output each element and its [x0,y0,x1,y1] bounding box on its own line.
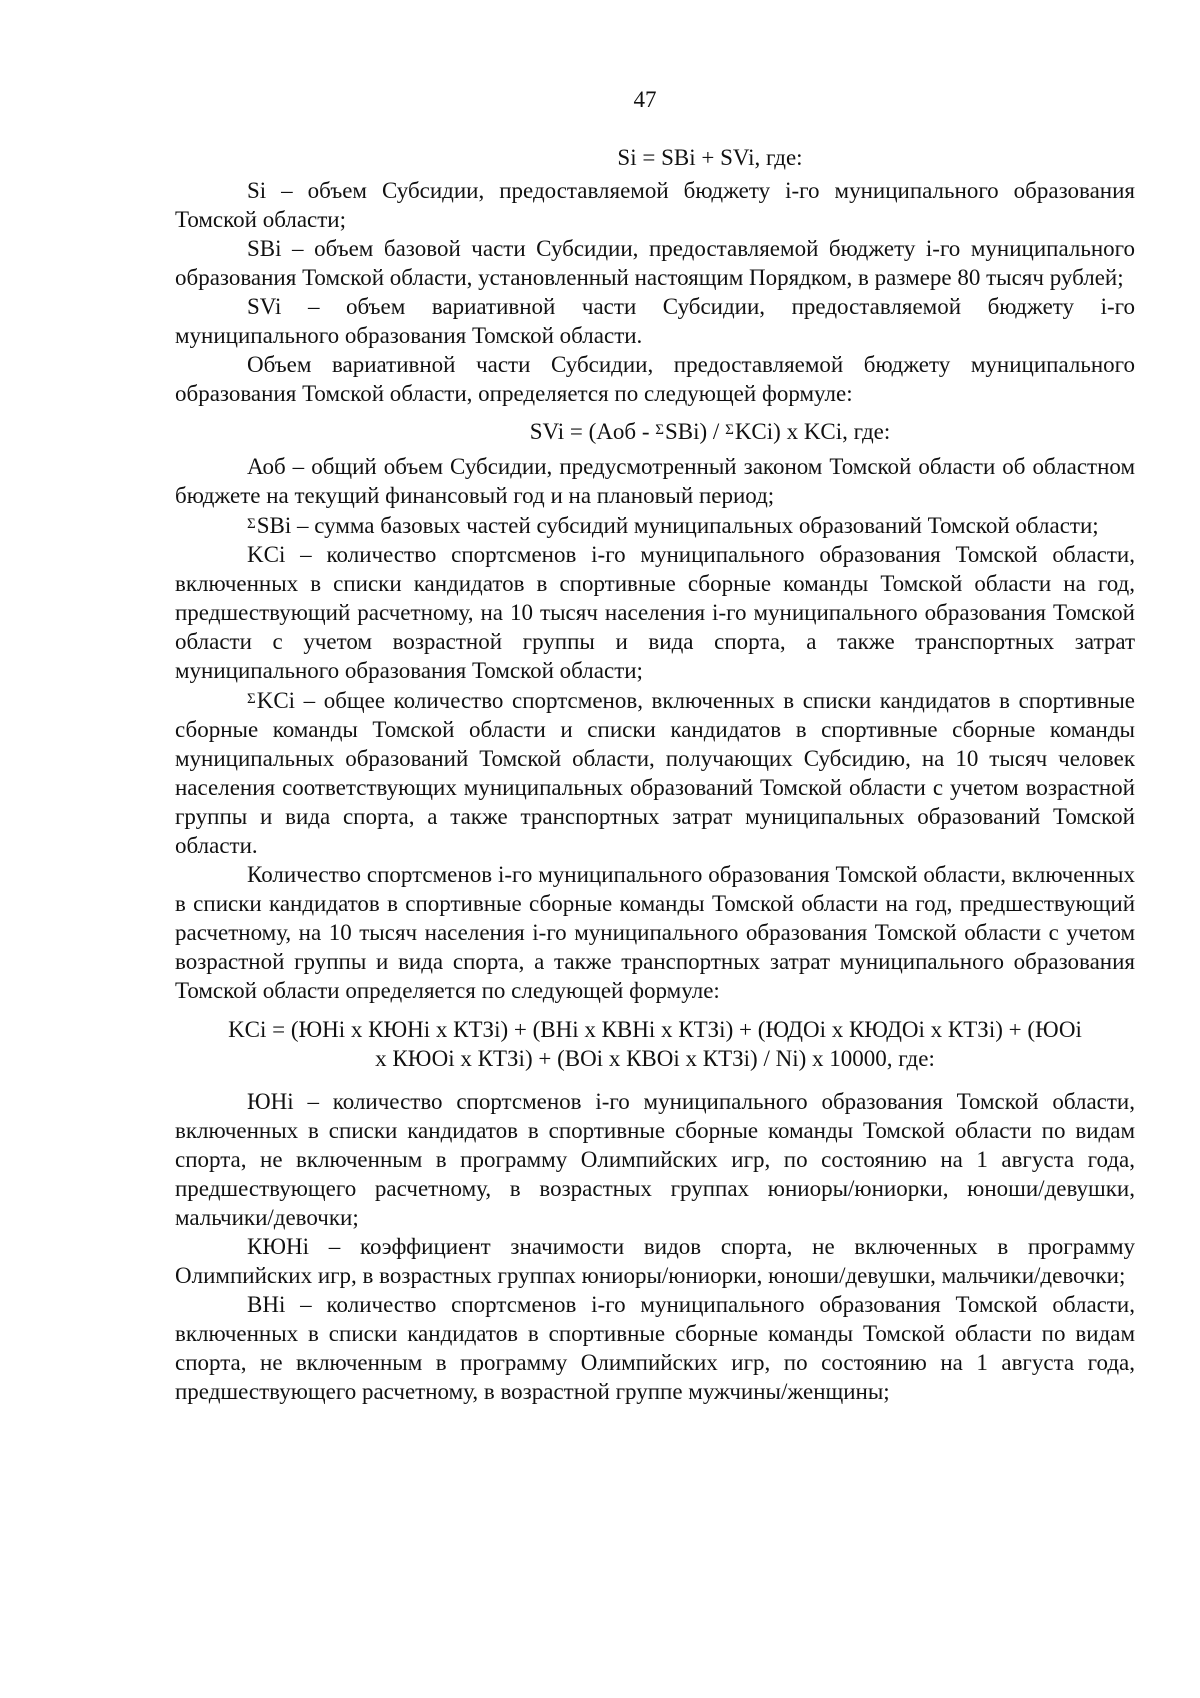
definition-sum-kci-text: KCi – общее количество спортсменов, включенных в списки кандидатов в спортивные сборные команды Томской области и списки кандидатов в спортивные сборные команды муниципальных образований Томской области, получающих Субсидию, на 10 тысяч человек населения соответствующих муниципальных образований Томской области с учетом возрастной группы и вида спорта, а также транспортных затрат муниципальных образований Томской области. [175,688,1135,858]
formula-variable-part-start: SVi = (Aоб - [529,419,656,444]
sigma-symbol: Σ [247,516,256,532]
definition-kyuni: КЮНi – коэффициент значимости видов спорта, не включенных в программу Олимпийских игр, в возрастных группах юниоры/юниорки, юноши/девушки, мальчики/девочки; [175,1234,1135,1288]
definition-yuni: ЮНi – количество спортсменов i-го муниципального образования Томской области, включенных в списки кандидатов в спортивные сборные команды Томской области по видам спорта, не включенным в программу Олимпийских игр, по состоянию на 1 августа года, предшествующего расчетному, в возрастных группах юниоры/юниорки, юноши/девушки, мальчики/девочки; [175,1089,1135,1230]
definition-sum-sbi [175,510,1135,540]
definition-sum-sbi-text: SBi – сумма базовых частей субсидий муниципальных образований Томской области; [256,513,1099,538]
definition-svi: SVi – объем вариативной части Субсидии, предоставляемой бюджету i-го муниципального образования Томской области. [175,294,1135,348]
definition-si: Si – объем Субсидии, предоставляемой бюджету i-го муниципального образования Томской области; [175,178,1135,232]
definition-kci: KCi – количество спортсменов i-го муниципального образования Томской области, включенных в списки кандидатов в спортивные сборные команды Томской области на год, предшествующий расчетному, на 10 тысяч населения i-го муниципального образования Томской области с учетом возрастной группы и вида спорта, а также транспортных затрат муниципального образования Томской области; [175,542,1135,683]
formula-variable-part [175,416,1135,446]
page-number: 47 [633,87,657,112]
document-body [175,143,1135,1406]
formula-kci [175,1015,1135,1073]
formula-subsidy-total: Si = SBi + SVi, где: [617,145,803,170]
definition-sum-kci [175,685,1135,860]
sigma-symbol: Σ [247,691,256,707]
definition-sbi: SBi – объем базовой части Субсидии, предоставляемой бюджету i-го муниципального образования Томской области, установленный настоящим Порядком, в размере 80 тысяч рублей; [175,236,1135,290]
formula-kci-line-1: KCi = (ЮНi x КЮНi x КТЗi) + (ВНi x КВНi x КТЗi) + (ЮДОi x КЮДОi x КТЗi) + (ЮОi [228,1017,1082,1042]
definition-aob: Аоб – общий объем Субсидии, предусмотренный законом Томской области об областном бюджете на текущий финансовый год и на плановый период; [175,454,1135,508]
formula-variable-part-end: KCi) x KCi, где: [734,419,891,444]
sigma-symbol: Σ [725,422,734,438]
intro-kci-formula: Количество спортсменов i-го муниципального образования Томской области, включенных в списки кандидатов в спортивные сборные команды Томской области на год, предшествующий расчетному, на 10 тысяч населения i-го муниципального образования Томской области с учетом возрастной группы и вида спорта, а также транспортных затрат муниципального образования Томской области определяется по следующей формуле: [175,862,1135,1003]
intro-variable-part: Объем вариативной части Субсидии, предоставляемой бюджету муниципального образования Томской области, определяется по следующей формуле: [175,352,1135,406]
formula-kci-line-2: x КЮОi x КТЗi) + (ВОi x КВОi x КТЗi) / Ni) x 10000, где: [375,1046,935,1071]
definition-vni: ВНi – количество спортсменов i-го муниципального образования Томской области, включенных в списки кандидатов в спортивные сборные команды Томской области по видам спорта, не включенным в программу Олимпийских игр, по состоянию на 1 августа года, предшествующего расчетному, в возрастной группе мужчины/женщины; [175,1292,1135,1404]
sigma-symbol: Σ [655,422,664,438]
formula-variable-part-middle: SBi) / [665,419,726,444]
